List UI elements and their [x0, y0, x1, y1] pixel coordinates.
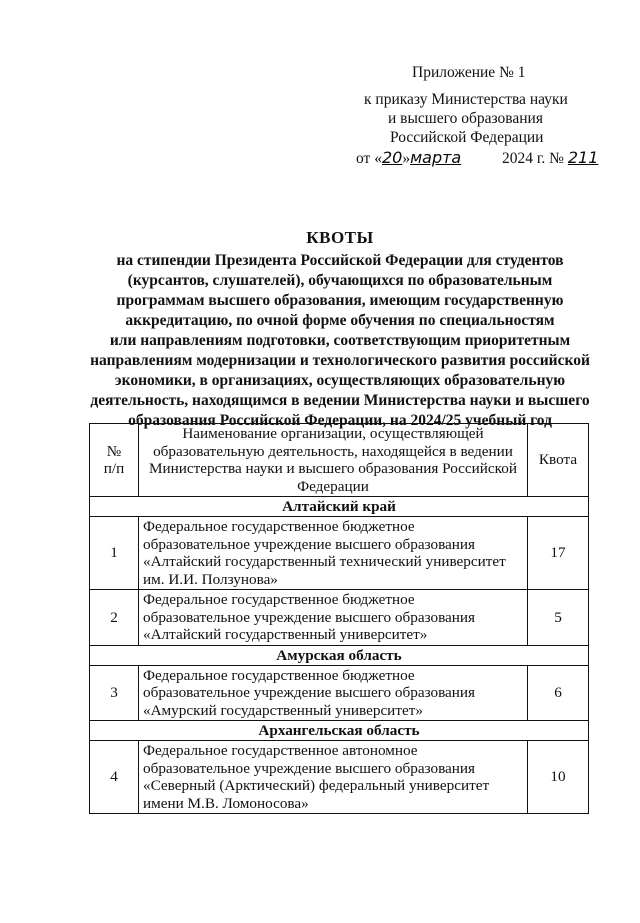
heading-title: КВОТЫ — [306, 228, 374, 247]
heading-line: на стипендии Президента Российской Федерации для студентов — [116, 252, 564, 269]
table-row — [90, 665, 589, 721]
heading-line: образования Российской Федерации, на 2024/25 учебный год — [128, 412, 552, 429]
annex-order-line: к приказу Министерства науки — [364, 91, 568, 108]
quota-table — [89, 423, 589, 814]
row-num: 1 — [90, 517, 139, 590]
annex-federation-line: Российской Федерации — [390, 129, 544, 146]
table-row — [90, 741, 589, 814]
date-prefix: от « — [356, 150, 382, 167]
heading-line: деятельность, находящимся в ведении Министерства науки и высшего — [90, 392, 590, 409]
heading-line: или направлениям подготовки, соответствующим приоритетным — [109, 332, 571, 349]
heading-line: направлениям модернизации и технологического развития российской — [90, 352, 590, 369]
row-num: 2 — [90, 590, 139, 646]
region-name: Алтайский край — [90, 497, 589, 517]
date-month-handwritten: марта — [410, 148, 462, 167]
date-day-handwritten: 20 — [381, 148, 403, 167]
table-row — [90, 590, 589, 646]
header-quota: Квота — [528, 424, 589, 497]
date-year: 2024 г. № — [501, 150, 564, 167]
row-org: Федеральное государственное бюджетное образовательное учреждение высшего образования «Алтайский государственный технический университет им. И.И. Ползунова» — [139, 517, 528, 590]
region-row — [90, 645, 589, 665]
heading-line: экономики, в организациях, осуществляющих образовательную — [114, 372, 566, 389]
date-mid: » — [402, 150, 411, 167]
annex-title: Приложение № 1 — [412, 64, 526, 81]
table-row — [90, 517, 589, 590]
table-header-row — [90, 424, 589, 497]
heading-line: аккредитацию, по очной форме обучения по специальностям — [125, 312, 555, 329]
region-row — [90, 497, 589, 517]
row-org: Федеральное государственное бюджетное образовательное учреждение высшего образования «Амурский государственный университет» — [139, 665, 528, 721]
region-row — [90, 721, 589, 741]
row-org: Федеральное государственное автономное образовательное учреждение высшего образования «Северный (Арктический) федеральный университет имени М.В. Ломоносова» — [139, 741, 528, 814]
annex-ministry-line: и высшего образования — [388, 110, 543, 127]
annex-date-line — [356, 148, 598, 168]
heading-line: (курсантов, слушателей), обучающихся по образовательным — [127, 272, 553, 289]
row-quota: 17 — [528, 517, 589, 590]
row-org: Федеральное государственное бюджетное образовательное учреждение высшего образования «Алтайский государственный университет» — [139, 590, 528, 646]
document-heading — [40, 228, 640, 431]
header-org: Наименование организации, осуществляющей образовательную деятельность, находящейся в ведении Министерства науки и высшего образования Российской Федерации — [139, 424, 528, 497]
row-num: 4 — [90, 741, 139, 814]
region-name: Архангельская область — [90, 721, 589, 741]
header-num: № п/п — [90, 424, 139, 497]
region-name: Амурская область — [90, 645, 589, 665]
row-quota: 5 — [528, 590, 589, 646]
row-quota: 6 — [528, 665, 589, 721]
heading-line: программам высшего образования, имеющим государственную — [116, 292, 564, 309]
row-quota: 10 — [528, 741, 589, 814]
row-num: 3 — [90, 665, 139, 721]
order-number-handwritten: 211 — [567, 148, 599, 167]
